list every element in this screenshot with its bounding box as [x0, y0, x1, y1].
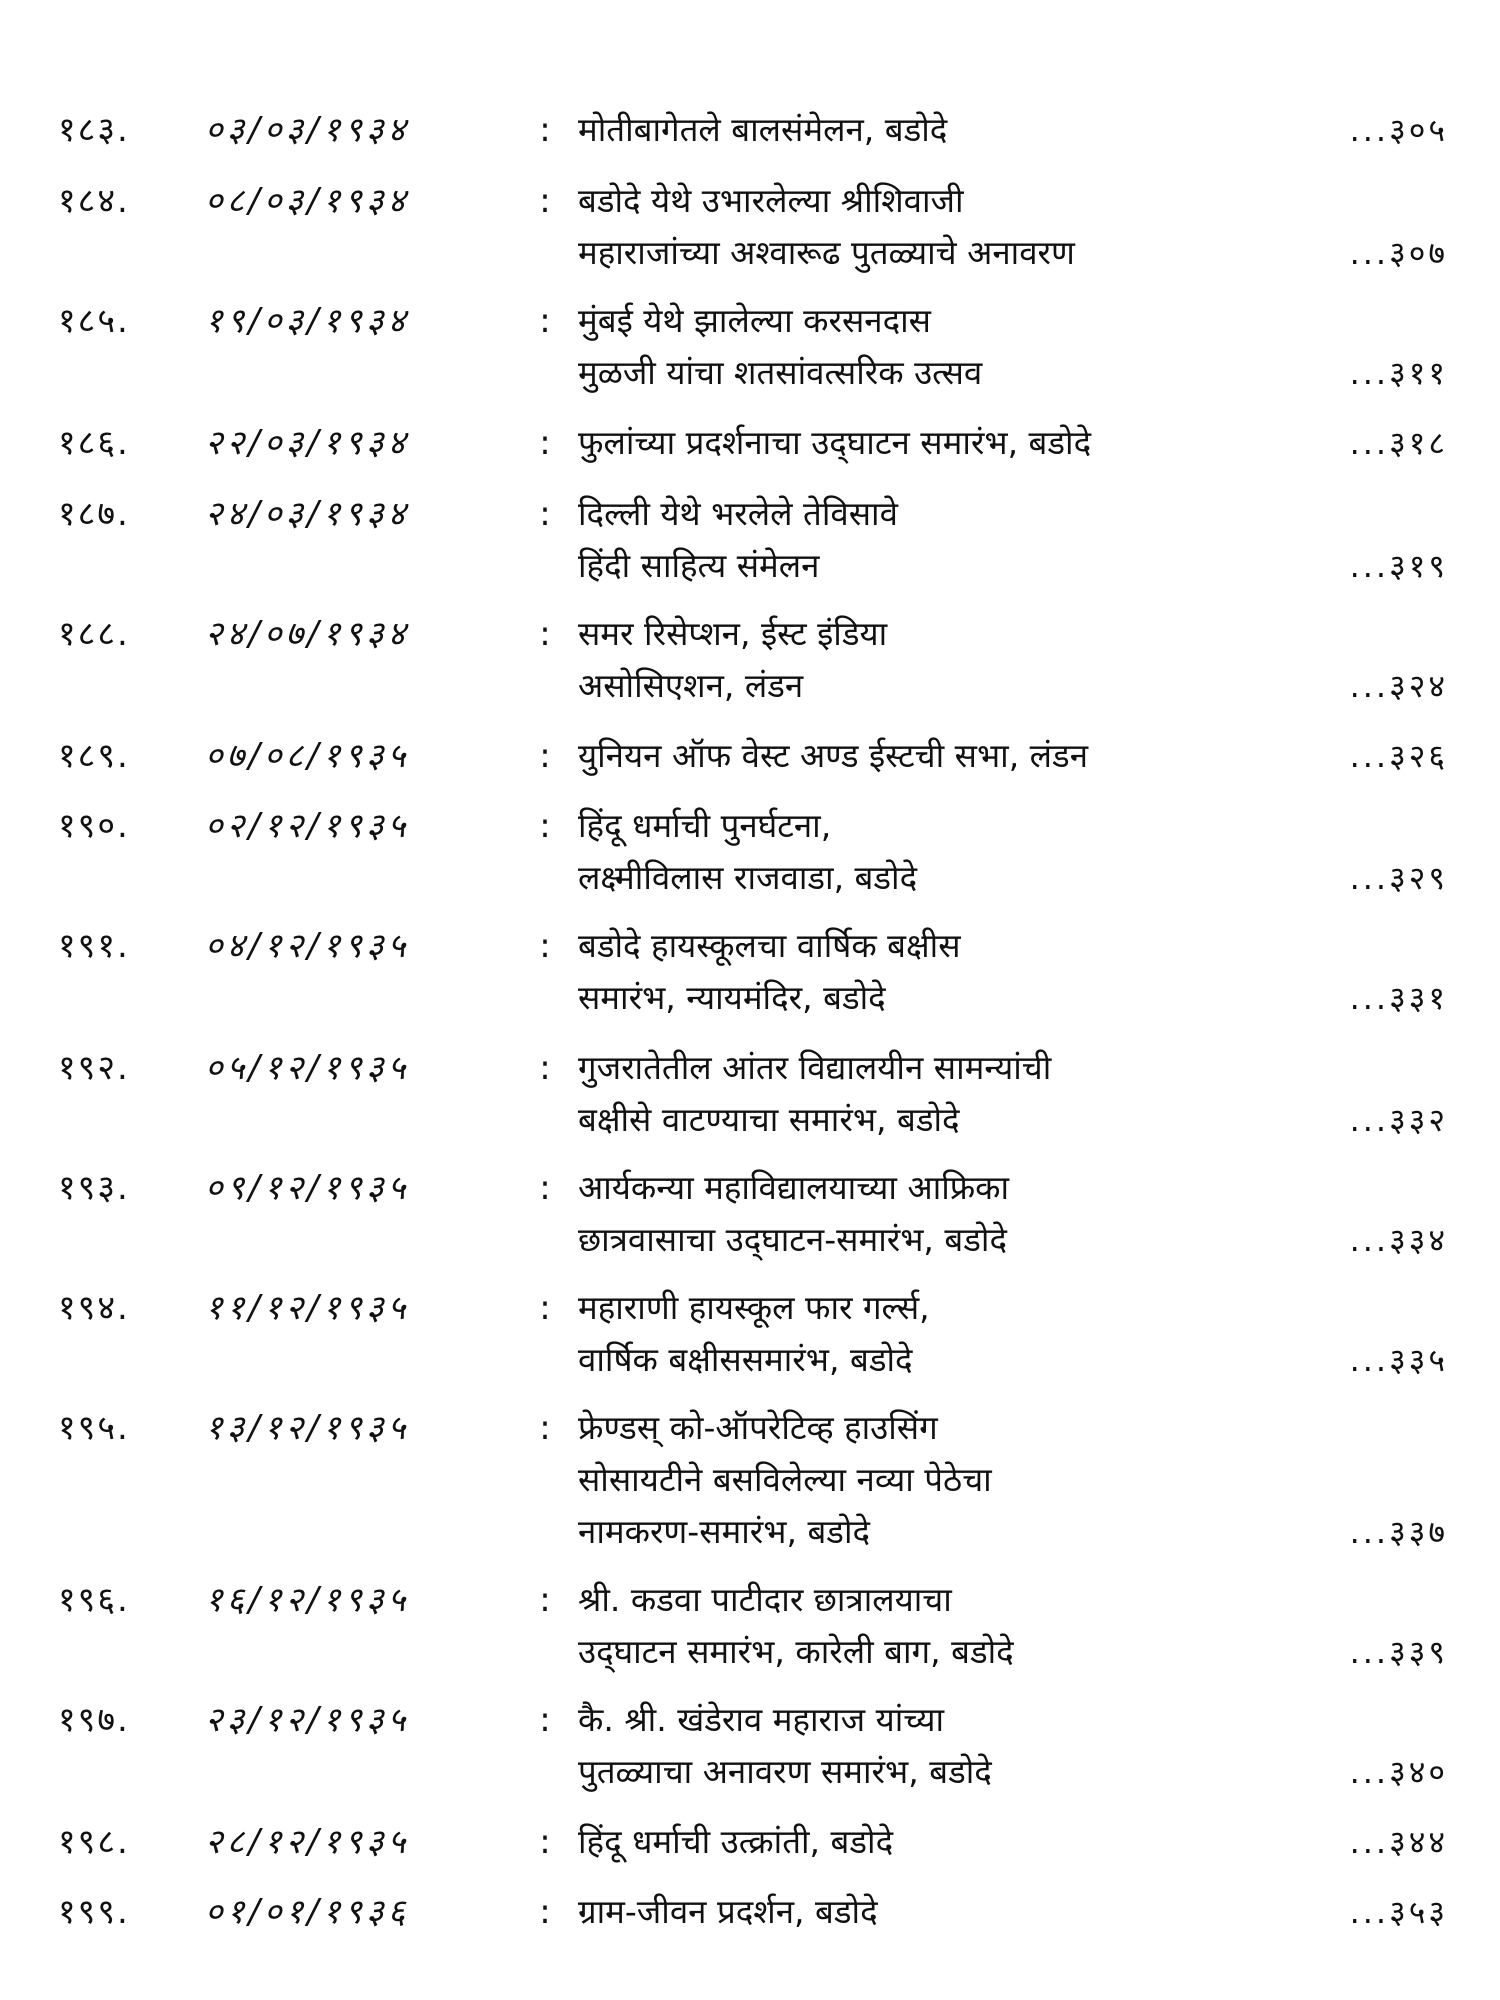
entry-separator: : [539, 1580, 551, 1620]
entry-title [578, 730, 1298, 782]
entry-separator: : [539, 301, 551, 341]
entry-page: ...३३७ [1349, 1513, 1448, 1551]
entry-page: ...३२६ [1349, 737, 1448, 775]
entry-page: ...३०७ [1349, 234, 1448, 272]
entry-page: ...३३२ [1349, 1101, 1448, 1139]
entry-title-line: आर्यकन्या महाविद्यालयाच्या आफ्रिका [578, 1168, 1010, 1207]
entry-date: २८/१२/१९३५ [205, 1822, 410, 1862]
entry-title [578, 800, 1298, 904]
entry-title [578, 1886, 1298, 1938]
entry-page: ...३१९ [1349, 547, 1448, 585]
toc-entry-188 [0, 608, 1500, 712]
entry-page: ...३०५ [1349, 111, 1448, 149]
entry-separator: : [539, 1892, 551, 1932]
entry-page: ...३३४ [1349, 1221, 1448, 1259]
entry-number: १९७. [58, 1700, 130, 1740]
entry-separator: : [539, 1288, 551, 1328]
toc-entry-184 [0, 175, 1500, 279]
entry-date: ०९/१२/१९३५ [205, 1168, 410, 1208]
entry-number: १८९. [58, 736, 130, 776]
toc-entry-183 [0, 104, 1500, 156]
entry-date: ०३/०३/१९३४ [205, 110, 410, 150]
entry-title-line: मोतीबागेतले बालसंमेलन, बडोदे [578, 110, 948, 149]
toc-entry-193 [0, 1162, 1500, 1266]
entry-number: १८३. [58, 110, 130, 150]
entry-date: ०५/१२/१९३५ [205, 1048, 410, 1088]
toc-entry-191 [0, 920, 1500, 1024]
entry-page: ...३११ [1349, 354, 1448, 392]
entry-number: १९२. [58, 1048, 130, 1088]
entry-title [578, 295, 1298, 399]
entry-title-line: फुलांच्या प्रदर्शनाचा उद्‌घाटन समारंभ, बडोदे [578, 423, 1092, 462]
entry-title-line: असोसिएशन, लंडन [578, 666, 804, 705]
entry-date: ०१/०१/१९३६ [205, 1892, 410, 1932]
toc-entry-199 [0, 1886, 1500, 1938]
entry-date: २४/०७/१९३४ [205, 614, 410, 654]
entry-title-line: समारंभ, न्यायमंदिर, बडोदे [578, 978, 886, 1017]
entry-title-line: महाराणी हायस्कूल फार गर्ल्स, [578, 1288, 930, 1327]
entry-title-line: दिल्ली येथे भरलेले तेविसावे [578, 494, 898, 533]
entry-title-line: पुतळ्याचा अनावरण समारंभ, बडोदे [578, 1752, 992, 1791]
entry-number: १९८. [58, 1822, 130, 1862]
entry-number: १८४. [58, 181, 130, 221]
entry-date: २४/०३/१९३४ [205, 494, 410, 534]
entry-title-line: बडोदे येथे उभारलेल्या श्रीशिवाजी [578, 181, 964, 220]
entry-title-line: बडोदे हायस्कूलचा वार्षिक बक्षीस [578, 926, 961, 965]
entry-date: ०७/०८/१९३५ [205, 736, 410, 776]
entry-date: ०२/१२/१९३५ [205, 806, 410, 846]
entry-separator: : [539, 1408, 551, 1448]
entry-separator: : [539, 423, 551, 463]
entry-title-line: ग्राम-जीवन प्रदर्शन, बडोदे [578, 1892, 878, 1931]
entry-number: १९९. [58, 1892, 130, 1932]
entry-date: १६/१२/१९३५ [205, 1580, 410, 1620]
entry-page: ...३२९ [1349, 859, 1448, 897]
entry-title [578, 920, 1298, 1024]
entry-date: ०४/१२/१९३५ [205, 926, 410, 966]
entry-title [578, 1042, 1298, 1146]
entry-title [578, 417, 1298, 469]
entry-title-line: नामकरण-समारंभ, बडोदे [578, 1512, 871, 1551]
entry-separator: : [539, 110, 551, 150]
entry-title [578, 1574, 1298, 1678]
entry-separator: : [539, 494, 551, 534]
entry-title-line: श्री. कडवा पाटीदार छात्रालयाचा [578, 1580, 952, 1619]
entry-separator: : [539, 806, 551, 846]
entry-title-line: वार्षिक बक्षीससमारंभ, बडोदे [578, 1340, 913, 1379]
entry-title-line: हिंदी साहित्य संमेलन [578, 546, 820, 585]
entry-title-line: मुळजी यांचा शतसांवत्सरिक उत्सव [578, 353, 983, 392]
entry-separator: : [539, 614, 551, 654]
entry-separator: : [539, 181, 551, 221]
entry-number: १८८. [58, 614, 130, 654]
entry-title [578, 608, 1298, 712]
entry-title-line: महाराजांच्या अश्वारूढ पुतळ्याचे अनावरण [578, 233, 1075, 272]
entry-number: १८७. [58, 494, 130, 534]
entry-number: १९१. [58, 926, 130, 966]
entry-number: १९३. [58, 1168, 130, 1208]
entry-title-line: गुजरातेतील आंतर विद्यालयीन सामन्यांची [578, 1048, 1052, 1087]
entry-date: १९/०३/१९३४ [205, 301, 410, 341]
entry-title-line: बक्षीसे वाटण्याचा समारंभ, बडोदे [578, 1100, 960, 1139]
entry-title [578, 1162, 1298, 1266]
entry-title-line: उद्‌घाटन समारंभ, कारेली बाग, बडोदे [578, 1632, 1014, 1671]
entry-number: १९६. [58, 1580, 130, 1620]
toc-entry-186 [0, 417, 1500, 469]
entry-separator: : [539, 1700, 551, 1740]
entry-page: ...३५३ [1349, 1893, 1448, 1931]
entry-title [578, 1282, 1298, 1386]
entry-title-line: समर रिसेप्शन, ईस्ट इंडिया [578, 614, 888, 653]
entry-page: ...३१८ [1349, 424, 1448, 462]
entry-date: ११/१२/१९३५ [205, 1288, 410, 1328]
toc-entry-185 [0, 295, 1500, 399]
entry-title-line: सोसायटीने बसविलेल्या नव्या पेठेचा [578, 1460, 992, 1499]
entry-title [578, 1402, 1298, 1558]
entry-number: १९५. [58, 1408, 130, 1448]
entry-page: ...३३५ [1349, 1341, 1448, 1379]
entry-number: १८५. [58, 301, 130, 341]
entry-title-line: छात्रवासाचा उद्‌घाटन-समारंभ, बडोदे [578, 1220, 1007, 1259]
entry-number: १९४. [58, 1288, 130, 1328]
entry-separator: : [539, 1822, 551, 1862]
entry-title [578, 104, 1298, 156]
entry-separator: : [539, 1168, 551, 1208]
entry-separator: : [539, 1048, 551, 1088]
entry-title [578, 1694, 1298, 1798]
entry-title-line: लक्ष्मीविलास राजवाडा, बडोदे [578, 858, 918, 897]
entry-title-line: हिंदू धर्माची उत्क्रांती, बडोदे [578, 1822, 894, 1861]
toc-entry-195 [0, 1402, 1500, 1558]
entry-title-line: फ्रेण्डस्‌ को-ऑपरेटिव्ह हाउसिंग [578, 1408, 938, 1447]
entry-page: ...३३१ [1349, 979, 1448, 1017]
entry-separator: : [539, 736, 551, 776]
entry-number: १९०. [58, 806, 130, 846]
entry-separator: : [539, 926, 551, 966]
entry-title-line: कै. श्री. खंडेराव महाराज यांच्या [578, 1700, 945, 1739]
toc-entry-198 [0, 1816, 1500, 1868]
toc-entry-196 [0, 1574, 1500, 1678]
toc-entry-192 [0, 1042, 1500, 1146]
entry-date: १३/१२/१९३५ [205, 1408, 410, 1448]
entry-page: ...३४० [1349, 1753, 1448, 1791]
entry-title [578, 175, 1298, 279]
toc-entry-190 [0, 800, 1500, 904]
entry-number: १८६. [58, 423, 130, 463]
toc-entry-194 [0, 1282, 1500, 1386]
entry-page: ...३२४ [1349, 667, 1448, 705]
entry-date: २३/१२/१९३५ [205, 1700, 410, 1740]
toc-entry-187 [0, 488, 1500, 592]
toc-entry-197 [0, 1694, 1500, 1798]
toc-entry-189 [0, 730, 1500, 782]
entry-date: ०८/०३/१९३४ [205, 181, 410, 221]
entry-date: २२/०३/१९३४ [205, 423, 410, 463]
entry-page: ...३४४ [1349, 1823, 1448, 1861]
entry-title-line: मुंबई येथे झालेल्या करसनदास [578, 301, 931, 340]
entry-title-line: हिंदू धर्माची पुनर्घटना, [578, 806, 832, 845]
entry-title-line: युनियन ऑफ वेस्ट अण्ड ईस्टची सभा, लंडन [578, 736, 1089, 775]
entry-title [578, 1816, 1298, 1868]
entry-page: ...३३९ [1349, 1633, 1448, 1671]
entry-title [578, 488, 1298, 592]
